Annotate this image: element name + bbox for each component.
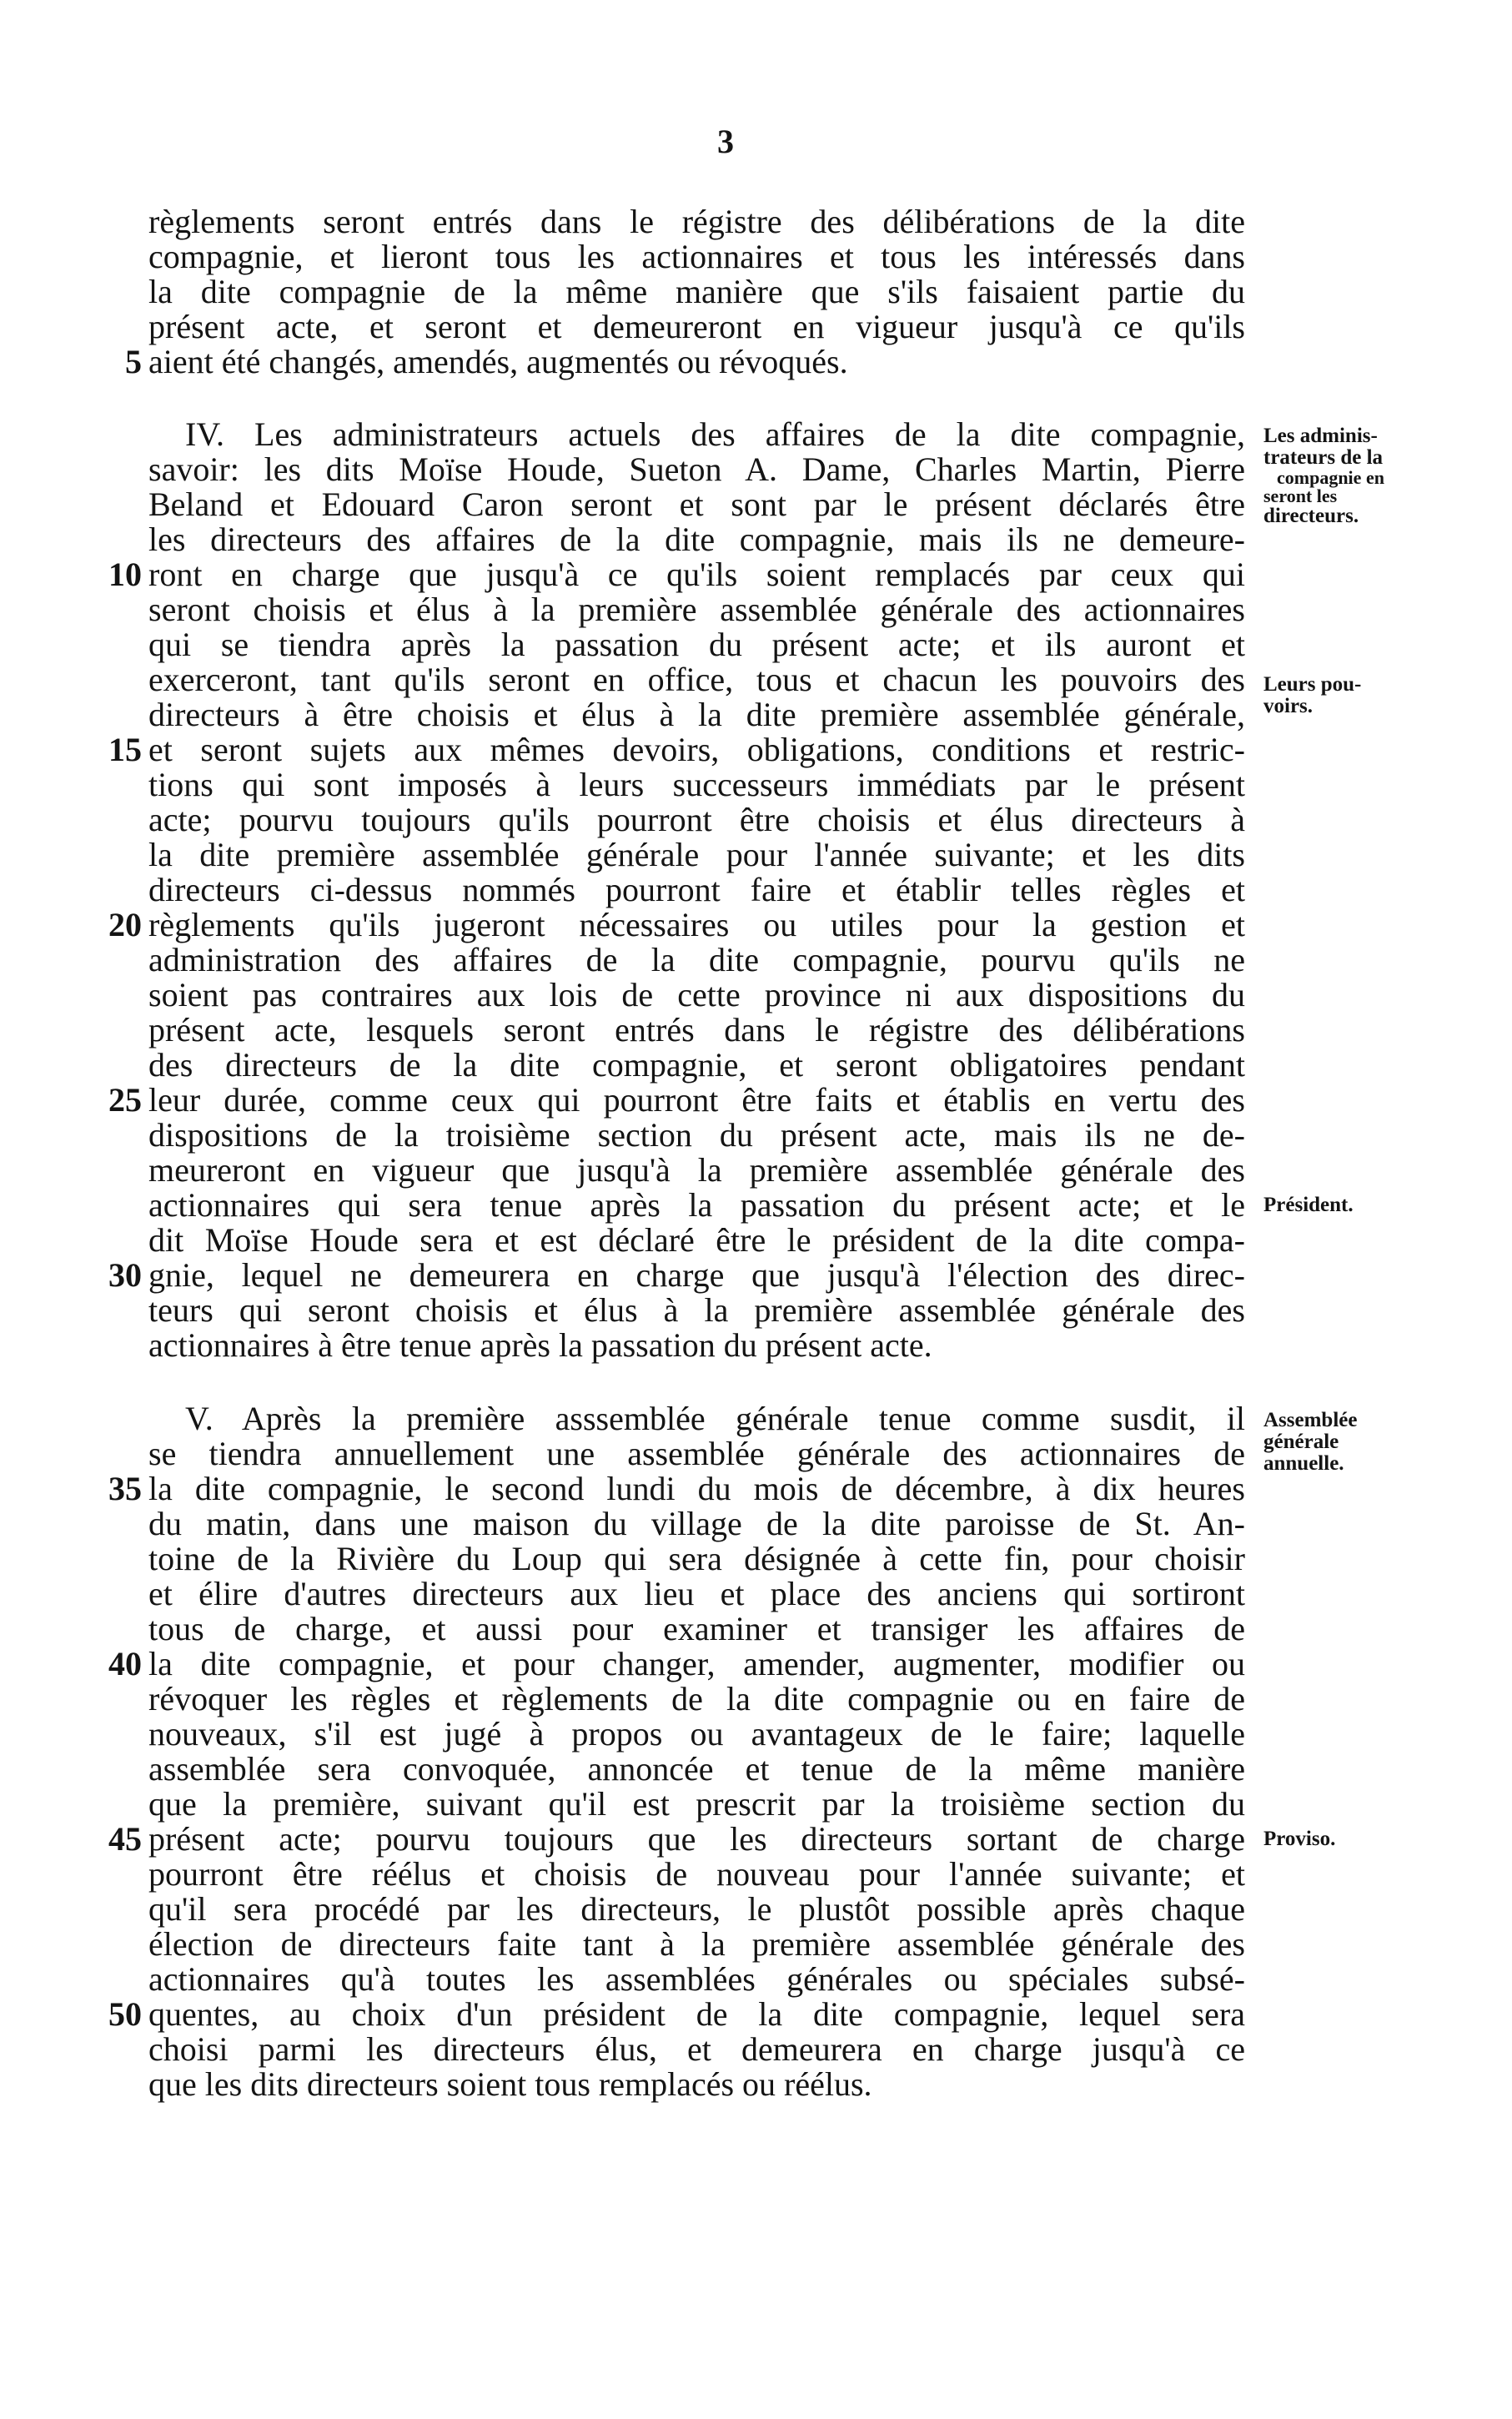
section-v-heading-line: V. Après la première asssemblée générale tenue comme susdit, il bbox=[185, 1400, 1245, 1437]
text-line: et élire d'autres directeurs aux lieu et place des anciens qui sortiront bbox=[148, 1575, 1245, 1612]
margin-note-president bbox=[1263, 1194, 1430, 1216]
text-line: actionnaires à être tenue après la passation du présent acte. bbox=[148, 1326, 932, 1364]
text-line: règlements qu'ils jugeront nécessaires ou utiles pour la gestion et bbox=[148, 906, 1245, 943]
text-line: présent acte; pourvu toujours que les directeurs sortant de charge bbox=[148, 1820, 1245, 1858]
text-line: directeurs ci-dessus nommés pourront faire et établir telles règles et bbox=[148, 871, 1245, 908]
margin-note-line: annuelle. bbox=[1263, 1452, 1344, 1475]
line-number: 15 bbox=[108, 731, 142, 768]
text-line: actionnaires qu'à toutes les assemblées générales ou spéciales subsé- bbox=[148, 1960, 1245, 1998]
text-line: choisi parmi les directeurs élus, et demeurera en charge jusqu'à ce bbox=[148, 2030, 1245, 2068]
line-number: 30 bbox=[108, 1256, 142, 1294]
text-line: seront choisis et élus à la première assemblée générale des actionnaires bbox=[148, 591, 1245, 628]
text-line: pourront être réélus et choisis de nouveau pour l'année suivante; et bbox=[148, 1855, 1245, 1893]
text-line: meureront en vigueur que jusqu'à la première assemblée générale des bbox=[148, 1151, 1245, 1189]
text-line: aient été changés, amendés, augmentés ou révoqués. bbox=[148, 343, 848, 380]
text-line: assemblée sera convoquée, annoncée et tenue de la même manière bbox=[148, 1750, 1245, 1788]
text-line: la dite compagnie, et pour changer, amender, augmenter, modifier ou bbox=[148, 1645, 1245, 1682]
text-line: directeurs à être choisis et élus à la dite première assemblée générale, bbox=[148, 696, 1245, 733]
text-line: les directeurs des affaires de la dite compagnie, mais ils ne demeure- bbox=[148, 521, 1245, 558]
text-line: toine de la Rivière du Loup qui sera désignée à cette fin, pour choisir bbox=[148, 1540, 1245, 1577]
text-line: se tiendra annuellement une assemblée générale des actionnaires de bbox=[148, 1435, 1245, 1472]
line-number: 5 bbox=[125, 343, 142, 380]
margin-note-administrators bbox=[1263, 425, 1430, 527]
line-number: 45 bbox=[108, 1820, 142, 1858]
text-line: élection de directeurs faite tant à la première assemblée générale des bbox=[148, 1925, 1245, 1963]
text-line: Beland et Edouard Caron seront et sont par le présent déclarés être bbox=[148, 485, 1245, 523]
text-line: la dite compagnie de la même manière que s'ils faisaient partie du bbox=[148, 273, 1245, 310]
text-line: règlements seront entrés dans le régistre des délibérations de la dite bbox=[148, 203, 1245, 240]
margin-note-line: seront les bbox=[1263, 485, 1338, 506]
text-line: des directeurs de la dite compagnie, et seront obligatoires pendant bbox=[148, 1046, 1245, 1084]
text-line: actionnaires qui sera tenue après la passation du présent acte; et le bbox=[148, 1186, 1245, 1224]
margin-note-line: directeurs. bbox=[1263, 505, 1359, 527]
line-number: 10 bbox=[108, 556, 142, 593]
text-line: révoquer les règles et règlements de la dite compagnie ou en faire de bbox=[148, 1680, 1245, 1717]
line-number: 35 bbox=[108, 1470, 142, 1507]
text-line: acte; pourvu toujours qu'ils pourront être choisis et élus directeurs à bbox=[148, 801, 1245, 838]
text-line: gnie, lequel ne demeurera en charge que jusqu'à l'élection des direc- bbox=[148, 1256, 1245, 1294]
text-line: administration des affaires de la dite compagnie, pourvu qu'ils ne bbox=[148, 941, 1245, 978]
text-line: tous de charge, et aussi pour examiner et transiger les affaires de bbox=[148, 1610, 1245, 1647]
line-number: 40 bbox=[108, 1645, 142, 1682]
text-line: soient pas contraires aux lois de cette province ni aux dispositions du bbox=[148, 976, 1245, 1013]
margin-note-powers bbox=[1263, 674, 1430, 717]
line-number: 50 bbox=[108, 1995, 142, 2033]
text-line: nouveaux, s'il est jugé à propos ou avantageux de le faire; laquelle bbox=[148, 1715, 1245, 1753]
margin-note-line: générale bbox=[1263, 1431, 1339, 1453]
margin-note-line: compagnie en bbox=[1277, 467, 1384, 488]
text-line: savoir: les dits Moïse Houde, Sueton A. Dame, Charles Martin, Pierre bbox=[148, 450, 1245, 488]
text-line: dit Moïse Houde sera et est déclaré être le président de la dite compa- bbox=[148, 1221, 1245, 1259]
text-line: la dite première assemblée générale pour l'année suivante; et les dits bbox=[148, 836, 1245, 873]
margin-note-line: voirs. bbox=[1263, 695, 1314, 717]
margin-note-line: Assemblée bbox=[1263, 1409, 1358, 1431]
section-iv-heading-line: IV. Les administrateurs actuels des affaires de la dite compagnie, bbox=[185, 415, 1245, 453]
text-line: la dite compagnie, le second lundi du mois de décembre, à dix heures bbox=[148, 1470, 1245, 1507]
text-line: ront en charge que jusqu'à ce qu'ils soient remplacés par ceux qui bbox=[148, 556, 1245, 593]
text-line: tions qui sont imposés à leurs successeurs immédiats par le présent bbox=[148, 766, 1245, 803]
text-line: qu'il sera procédé par les directeurs, le plustôt possible après chaque bbox=[148, 1890, 1245, 1928]
text-line: compagnie, et lieront tous les actionnaires et tous les intéressés dans bbox=[148, 238, 1245, 275]
margin-note-proviso bbox=[1263, 1828, 1430, 1850]
text-line: leur durée, comme ceux qui pourront être faits et établis en vertu des bbox=[148, 1081, 1245, 1119]
text-line: du matin, dans une maison du village de la dite paroisse de St. An- bbox=[148, 1505, 1245, 1542]
text-line: que les dits directeurs soient tous remplacés ou réélus. bbox=[148, 2065, 872, 2103]
text-line: présent acte, et seront et demeureront en vigueur jusqu'à ce qu'ils bbox=[148, 308, 1245, 345]
line-number: 20 bbox=[108, 906, 142, 943]
margin-note-line: Leurs pou- bbox=[1263, 673, 1362, 696]
text-line: exerceront, tant qu'ils seront en office, tous et chacun les pouvoirs des bbox=[148, 661, 1245, 698]
text-line: dispositions de la troisième section du présent acte, mais ils ne de- bbox=[148, 1116, 1245, 1154]
text-line: teurs qui seront choisis et élus à la première assemblée générale des bbox=[148, 1291, 1245, 1329]
margin-note-line: Proviso. bbox=[1263, 1828, 1336, 1850]
text-line: que la première, suivant qu'il est prescrit par la troisième section du bbox=[148, 1785, 1245, 1823]
text-line: présent acte, lesquels seront entrés dans le régistre des délibérations bbox=[148, 1011, 1245, 1049]
text-line: et seront sujets aux mêmes devoirs, obligations, conditions et restric- bbox=[148, 731, 1245, 768]
text-line: quentes, au choix d'un président de la dite compagnie, lequel sera bbox=[148, 1995, 1245, 2033]
page-number: 3 bbox=[717, 123, 734, 160]
margin-note-line: Président. bbox=[1263, 1194, 1354, 1216]
margin-note-line: trateurs de la bbox=[1263, 446, 1384, 469]
margin-note-line: Les adminis- bbox=[1263, 425, 1378, 447]
line-number: 25 bbox=[108, 1081, 142, 1119]
margin-note-annual-meeting bbox=[1263, 1410, 1430, 1475]
text-line: qui se tiendra après la passation du présent acte; et ils auront et bbox=[148, 626, 1245, 663]
